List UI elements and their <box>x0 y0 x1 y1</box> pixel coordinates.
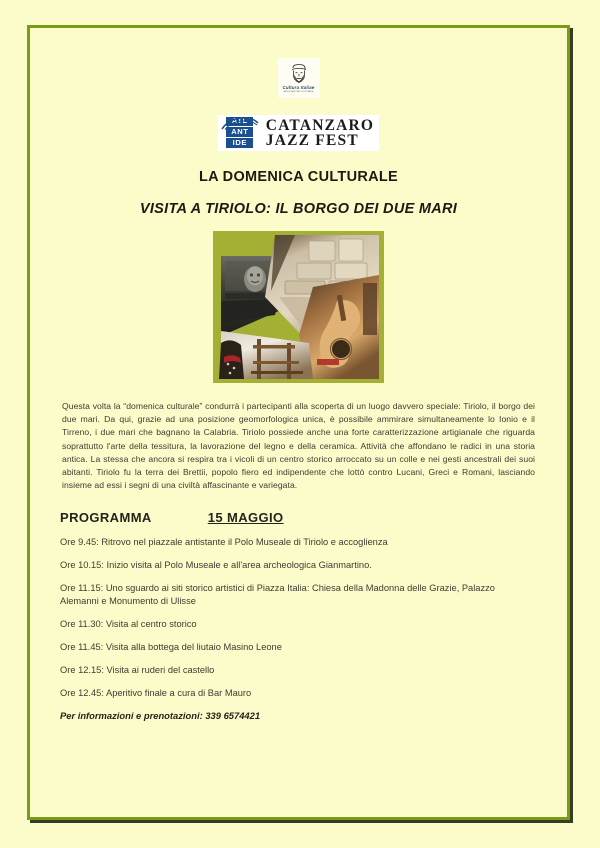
logo-row-cultura-italiae <box>58 58 539 98</box>
schedule-item: Ore 11.30: Visita al centro storico <box>60 619 197 630</box>
cultura-italiae-tagline: ASSOCIAZIONE CULTURALE <box>283 90 314 93</box>
jazz-fest-line-2: JAZZ FEST <box>265 132 359 149</box>
jazz-fest-wordmark <box>266 118 374 148</box>
collage-container <box>58 231 539 383</box>
weaving-loom-textiles-photo <box>219 331 313 379</box>
programma-header <box>58 510 539 525</box>
schedule-item: Ore 12.45: Aperitivo finale a cura di Bar Mauro <box>60 688 252 699</box>
page-subtitle: VISITA A TIRIOLO: IL BORGO DEI DUE MARI <box>139 201 458 217</box>
atlantide-line-3: IDE <box>226 138 253 148</box>
atlantide-line-2: ANT <box>226 127 253 137</box>
logo-row-jazz-fest <box>58 115 539 151</box>
jazz-fest-line-1: CATANZARO <box>265 117 375 134</box>
bearded-face-sketch-icon <box>287 63 311 85</box>
programma-label: PROGRAMMA <box>60 510 152 526</box>
intro-paragraph: Questa volta la “domenica culturale” condurrà i partecipanti alla scoperta di un luogo davvero speciale: Tiriolo, il borgo dei due mari. Da qui, grazie ad una posizione geomorfologica unica, è possibile ammirare simultaneamente lo Ionio e il Tirreno, i due mari che bagnano la Calabria. Tiriolo possiede anche una forte caratterizzazione artigianale che riguarda soprattutto l'arte della tessitura, la lavorazione del legno e della ceramica. Attività che affondano le radici in una storia antica. La stessa che ancora si respira tra i vicoli di un centro storico arroccato su un colle e nei gesti ancestrali dei suoi abitanti. Tiriolo fu la terra dei Brettii, popolo fiero ed indipendente che lottò contro Lucani, Greci e Romani, lasciando insieme ad essi i segni di una civiltà affascinante e variegata. <box>62 401 535 491</box>
cultura-italiae-logo <box>278 58 320 98</box>
schedule-item: Ore 12.15: Visita ai ruderi del castello <box>60 665 215 676</box>
photo-collage <box>213 231 384 383</box>
poster-content <box>30 28 567 817</box>
contact-info: Per informazioni e prenotazioni: 339 6574421 <box>60 710 261 722</box>
atlantide-badge <box>220 117 260 149</box>
schedule-list <box>58 536 539 700</box>
schedule-item: Ore 10.15: Inizio visita al Polo Museale e all'area archeologica Gianmartino. <box>60 560 372 571</box>
schedule-item: Ore 11.45: Visita alla bottega del liutaio Masino Leone <box>60 642 282 653</box>
atlantide-line-1: ATL <box>226 117 253 126</box>
programma-date: 15 MAGGIO <box>207 510 284 526</box>
cultura-italiae-wordmark: Cultura Italiae <box>282 84 315 90</box>
poster-frame <box>27 25 570 820</box>
schedule-item: Ore 9.45: Ritrovo nel piazzale antistante il Polo Museale di Tiriolo e accoglienza <box>60 537 388 548</box>
schedule-item: Ore 11.15: Uno sguardo ai siti storico artistici di Piazza Italia: Chiesa della Madonna delle Grazie, Palazzo Alemanni e Monumento di Ulisse <box>60 583 495 607</box>
catanzaro-jazz-fest-logo <box>218 115 379 151</box>
wave-swoosh-icon <box>220 117 260 130</box>
page-title: LA DOMENICA CULTURALE <box>198 169 399 185</box>
collage-photos <box>213 231 384 383</box>
